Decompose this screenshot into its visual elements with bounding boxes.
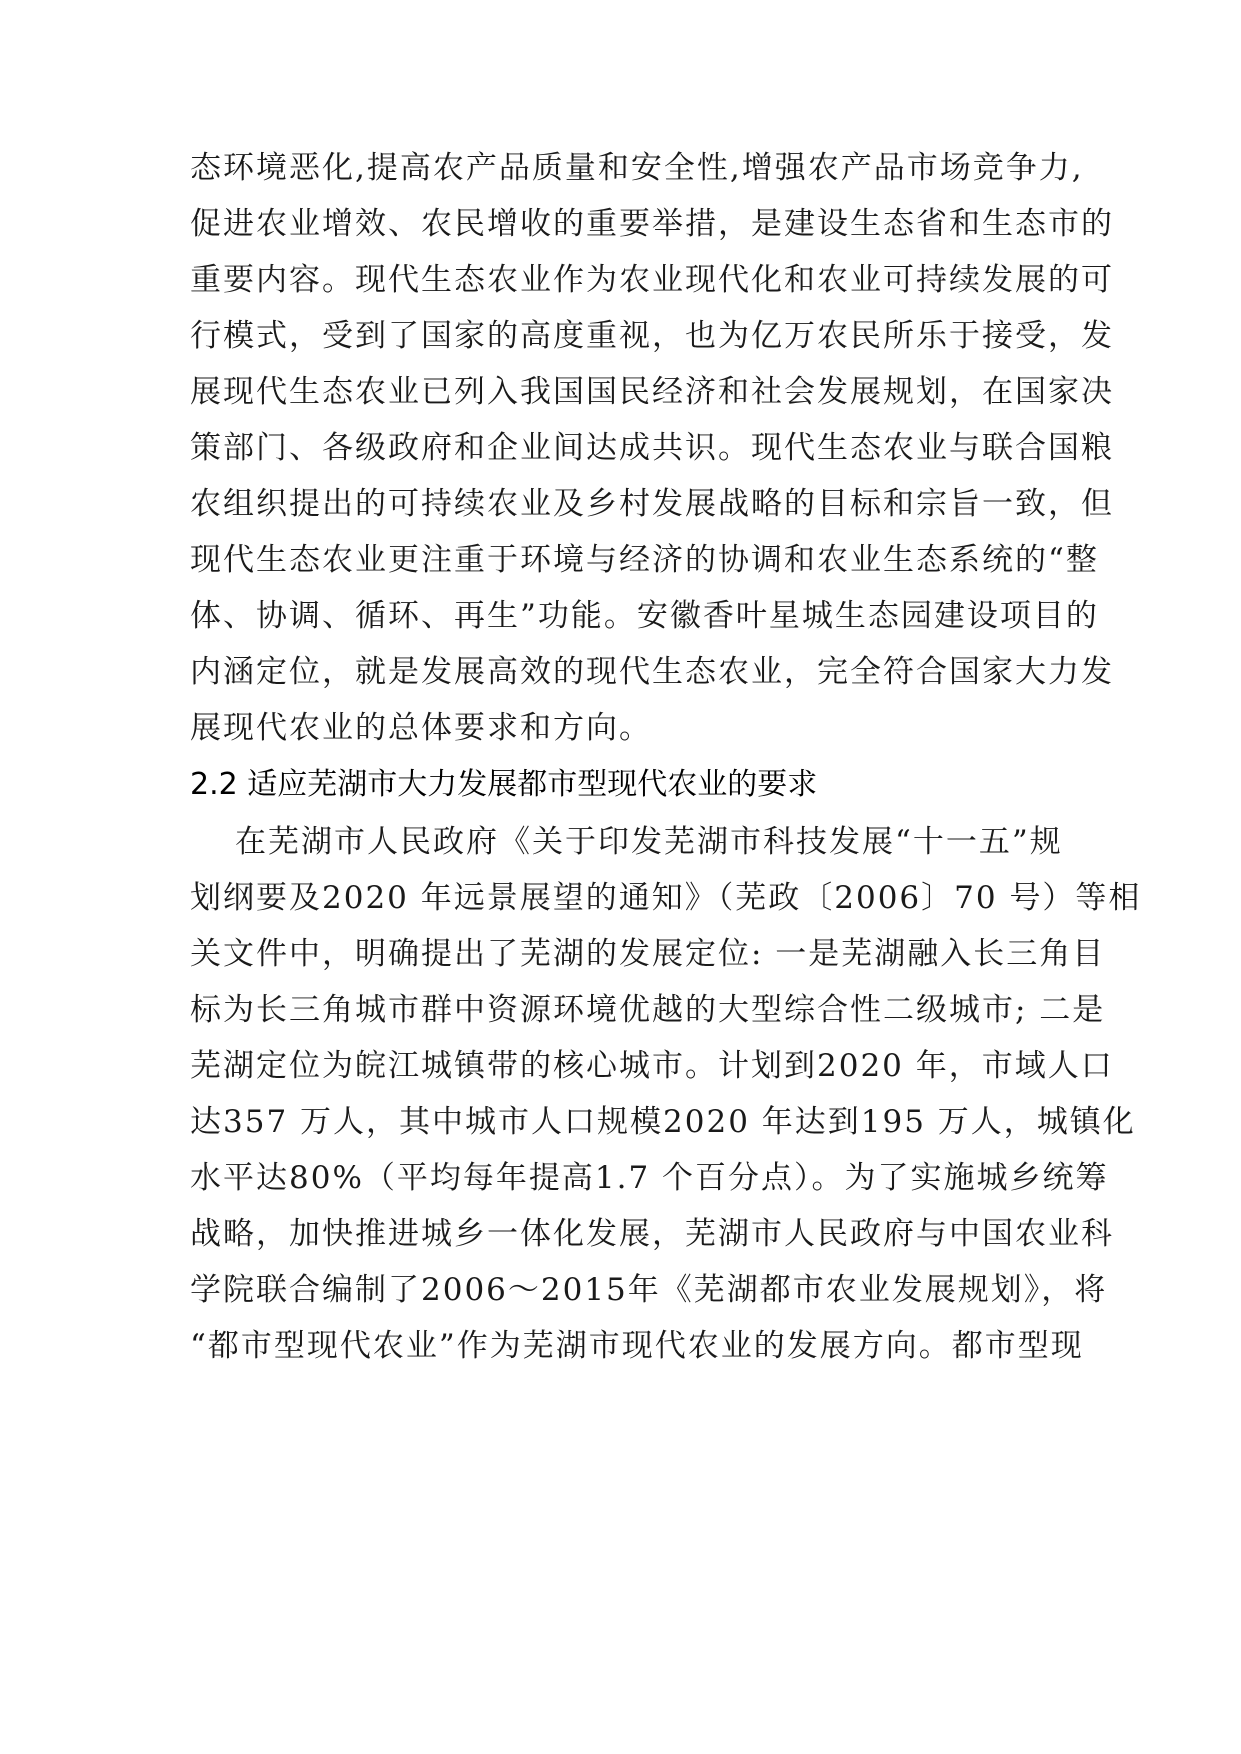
paragraph-line: 农组织提出的可持续农业及乡村发展战略的目标和宗旨一致，但 xyxy=(190,486,1114,522)
paragraph-line: 策部门、各级政府和企业间达成共识。现代生态农业与联合国粮 xyxy=(190,430,1114,466)
paragraph-line: 重要内容。现代生态农业作为农业现代化和农业可持续发展的可 xyxy=(190,262,1114,298)
paragraph-line: 态环境恶化,提高农产品质量和安全性,增强农产品市场竞争力, xyxy=(190,150,1084,186)
paragraph-line: 行模式，受到了国家的高度重视，也为亿万农民所乐于接受，发 xyxy=(190,318,1114,354)
paragraph-line: 标为长三角城市群中资源环境优越的大型综合性二级城市; 二是 xyxy=(190,992,1106,1028)
paragraph-line: “都市型现代农业”作为芜湖市现代农业的发展方向。都市型现 xyxy=(190,1328,1084,1364)
paragraph-line: 学院联合编制了2006～2015年《芜湖都市农业发展规划》，将 xyxy=(190,1272,1108,1308)
paragraph-line: 关文件中，明确提出了芜湖的发展定位: 一是芜湖融入长三角目 xyxy=(190,936,1106,972)
paragraph-line: 划纲要及2020 年远景展望的通知》（芜政〔2006〕70 号）等相 xyxy=(190,880,1142,916)
paragraph-line: 战略，加快推进城乡一体化发展，芜湖市人民政府与中国农业科 xyxy=(190,1216,1114,1252)
paragraph-line: 在芜湖市人民政府《关于印发芜湖市科技发展“十一五”规 xyxy=(235,824,1063,860)
paragraph-line: 达357 万人，其中城市人口规模2020 年达到195 万人，城镇化 xyxy=(190,1104,1136,1140)
paragraph-line: 展现代生态农业已列入我国国民经济和社会发展规划，在国家决 xyxy=(190,374,1114,410)
paragraph-line: 水平达80%（平均每年提高1.7 个百分点）。为了实施城乡统筹 xyxy=(190,1160,1109,1196)
section-heading: 2.2 适应芜湖市大力发展都市型现代农业的要求 xyxy=(190,767,818,802)
paragraph-line: 内涵定位，就是发展高效的现代生态农业，完全符合国家大力发 xyxy=(190,654,1114,690)
paragraph-line: 现代生态农业更注重于环境与经济的协调和农业生态系统的“整 xyxy=(190,542,1099,578)
paragraph-line: 展现代农业的总体要求和方向。 xyxy=(190,710,652,746)
paragraph-line: 促进农业增效、农民增收的重要举措，是建设生态省和生态市的 xyxy=(190,206,1114,242)
paragraph-line: 体、协调、循环、再生”功能。安徽香叶星城生态园建设项目的 xyxy=(190,598,1099,634)
paragraph-line: 芜湖定位为皖江城镇带的核心城市。计划到2020 年，市域人口 xyxy=(190,1048,1114,1084)
